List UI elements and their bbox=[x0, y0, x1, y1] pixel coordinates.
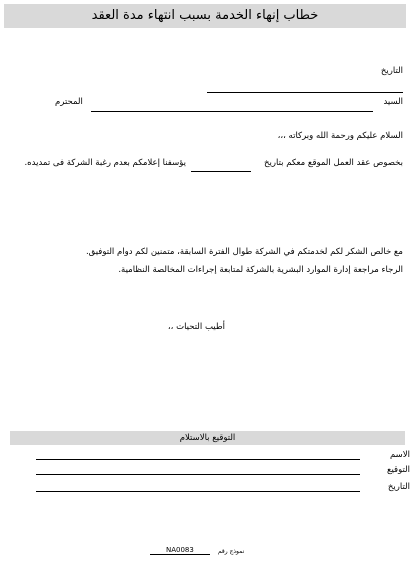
contract-date-line[interactable] bbox=[191, 170, 251, 172]
receipt-date-line[interactable] bbox=[36, 490, 360, 492]
receipt-date-label: التاريخ bbox=[387, 482, 410, 492]
hr-instruction-text: الرجاء مراجعة إدارة الموارد البشرية بالشركة لمتابعة إجراءات المخالصة النظامية. bbox=[118, 265, 403, 275]
receipt-signature-line[interactable] bbox=[36, 473, 360, 475]
respected-label: المحترم bbox=[55, 97, 83, 107]
receipt-title-bar: التوقيع بالاستلام bbox=[10, 431, 405, 445]
receipt-signature-label: التوقيع bbox=[386, 465, 410, 475]
receipt-name-row bbox=[36, 450, 410, 460]
letter-title: خطاب إنهاء الخدمة بسبب انتهاء مدة العقد bbox=[4, 4, 406, 28]
form-number-block bbox=[150, 546, 244, 555]
greeting-text: السلام عليكم ورحمة الله وبركاته ،،، bbox=[277, 131, 403, 141]
closing-text: أطيب التحيات ،، bbox=[167, 322, 225, 332]
date-label: التاريخ bbox=[380, 66, 403, 76]
form-number: NA0083 bbox=[150, 546, 210, 555]
date-field-row bbox=[381, 66, 403, 76]
recipient-name-line[interactable] bbox=[91, 110, 373, 112]
receipt-signature-row bbox=[36, 465, 410, 475]
receipt-date-row bbox=[36, 482, 410, 492]
receipt-name-line[interactable] bbox=[36, 458, 360, 460]
thanks-text: مع خالص الشكر لكم لخدمتكم في الشركة طوال الفترة السابقة، متمنين لكم دوام التوفيق. bbox=[85, 247, 403, 257]
sir-label: السيد bbox=[383, 97, 403, 107]
date-line[interactable] bbox=[207, 91, 403, 93]
contract-suffix-text: يؤسفنا إعلامكم بعدم رغبة الشركة فى تمديده. bbox=[24, 158, 186, 168]
contract-prefix-text: بخصوص عقد العمل الموقع معكم بتاريخ bbox=[264, 158, 403, 168]
receipt-name-label: الاسم bbox=[390, 450, 410, 460]
form-number-caption: نموذج رقم bbox=[217, 548, 245, 555]
